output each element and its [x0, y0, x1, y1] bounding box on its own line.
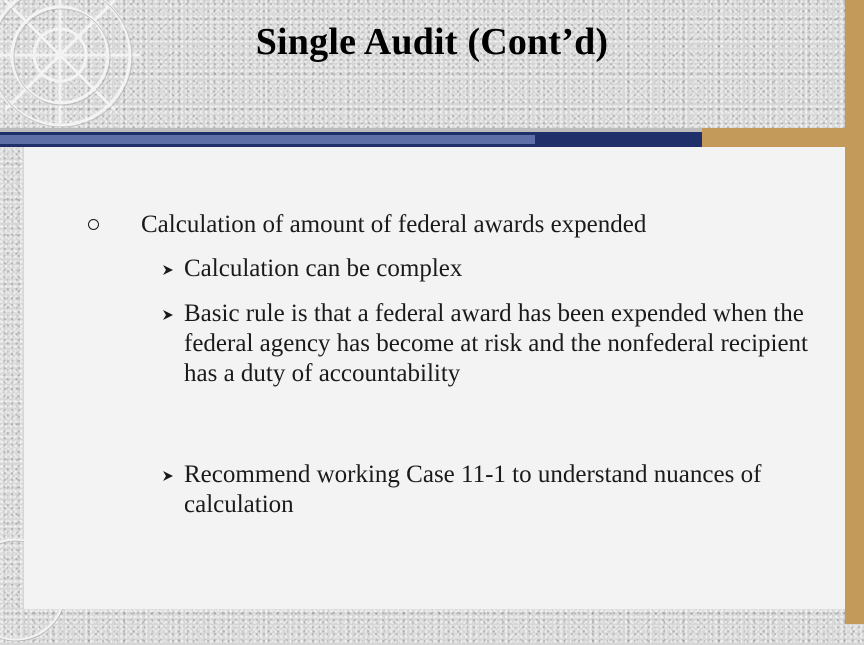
bullet-level1: Calculation of amount of federal awards expended: [141, 211, 647, 238]
slide-title: Single Audit (Cont’d): [255, 21, 609, 63]
arrow-bullet-icon: [162, 309, 174, 321]
arrow-bullet-icon: [162, 264, 174, 276]
bullet-level2: Basic rule is that a federal award has been expended when the federal agency has become at risk and the nonfederal recipient has a duty of accountability: [184, 300, 808, 387]
divider-blue-bar: [0, 135, 535, 144]
circle-bullet-icon: [88, 219, 99, 230]
bullet-level2: Calculation can be complex: [184, 255, 463, 282]
arrow-bullet-icon: [162, 470, 174, 482]
side-accent-bar: [845, 0, 864, 624]
bullet-level2: Recommend working Case 11-1 to understand nuances of calculation: [184, 461, 762, 518]
divider-tan-bar: [702, 128, 845, 147]
